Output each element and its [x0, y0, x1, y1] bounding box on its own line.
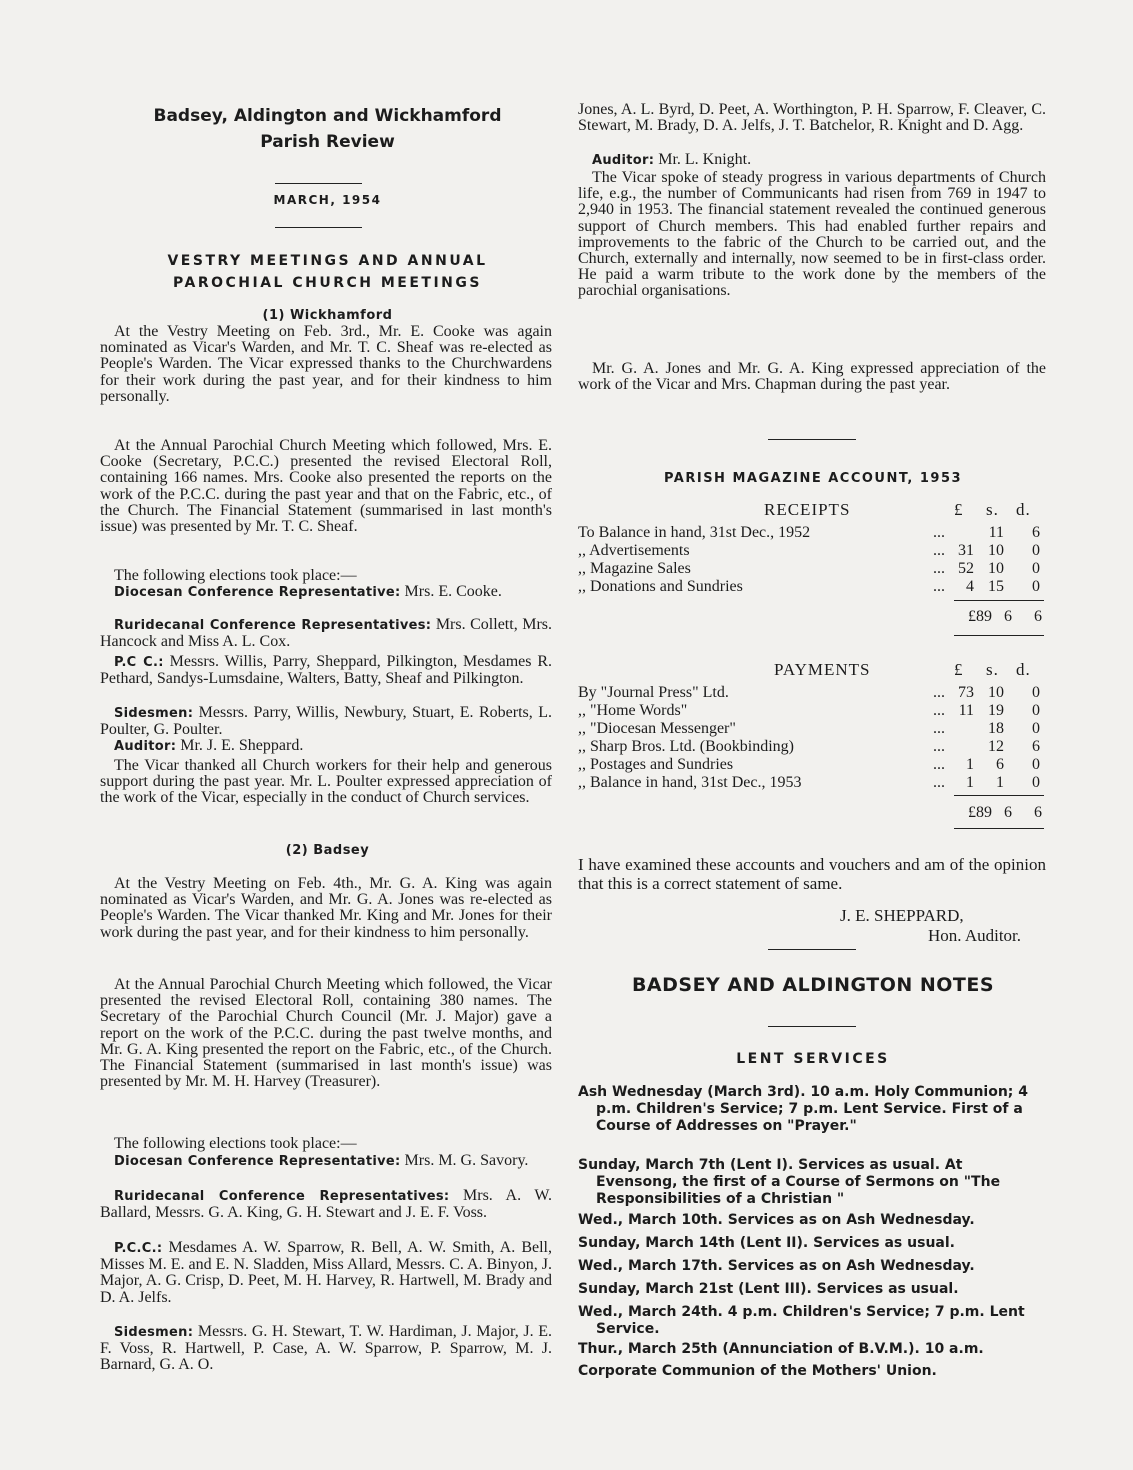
receipt-shillings: 11 — [988, 524, 1004, 541]
vestry-heading-line-2: PAROCHIAL CHURCH MEETINGS — [173, 275, 482, 291]
receipt-pounds: 52 — [958, 560, 974, 577]
payment-row — [578, 774, 1048, 792]
badsey-pcc — [100, 1240, 552, 1306]
ruridecanal-value: Mrs. A. W. Ballard, Messrs. G. A. King, G. H. Stewart and J. E. F. Voss. — [100, 1187, 552, 1222]
payments-total-shillings: 6 — [1004, 804, 1012, 821]
auditor-label: Auditor: — [114, 739, 177, 754]
wickhamford-sidesmen — [100, 705, 552, 738]
page-title — [100, 103, 555, 155]
receipt-shillings: 10 — [988, 542, 1004, 559]
wickhamford-subheading: (1) Wickhamford — [262, 308, 393, 323]
wickhamford-auditor — [100, 738, 552, 755]
pcc-value: Mesdames A. W. Sparrow, R. Bell, A. W. Smith, A. Bell, Misses M. E. and E. N. Sladden, Miss Allard, Messrs. C. A. Binyon, J. Major, A. G. Crisp, D. Peet, M. H. Harvey, R. Hartwell, M. Brady and D. A. Jelfs. — [100, 1239, 553, 1306]
leader-dots: ... — [933, 702, 945, 719]
diocesan-value: Mrs. E. Cooke. — [404, 583, 502, 600]
payment-pence: 6 — [1032, 738, 1040, 755]
account-table — [578, 500, 1048, 830]
payment-pence: 0 — [1032, 702, 1040, 719]
payment-label: By "Journal Press" Ltd. — [578, 684, 729, 701]
receipt-label: ,, Donations and Sundries — [578, 578, 743, 595]
auditor-value: Mr. L. Knight. — [658, 151, 752, 168]
shillings-header: s. — [986, 500, 999, 519]
lent-service-item: Thur., March 25th (Annunciation of B.V.M.). 10 a.m. Corporate Communion of the Mothers' Union. — [578, 1341, 984, 1379]
badsey-diocesan — [100, 1153, 552, 1170]
shillings-header: s. — [986, 660, 999, 679]
receipt-row — [578, 542, 1048, 560]
pence-header: d. — [1016, 660, 1031, 679]
payment-pence: 0 — [1032, 720, 1040, 737]
wickhamford-diocesan — [100, 584, 552, 601]
lent-service-item: Sunday, March 14th (Lent II). Services as usual. — [578, 1235, 955, 1251]
receipt-pence: 6 — [1032, 524, 1040, 541]
leader-dots: ... — [933, 542, 945, 559]
payment-shillings: 1 — [996, 774, 1004, 791]
payment-row — [578, 756, 1048, 774]
receipt-shillings: 15 — [988, 578, 1004, 595]
total-rule — [954, 600, 1044, 601]
ruridecanal-label: Ruridecanal Conference Representatives: — [114, 618, 432, 633]
lent-service-item: Wed., March 10th. Services as on Ash Wednesday. — [578, 1212, 975, 1228]
badsey-ruridecanal — [100, 1188, 552, 1221]
sidesmen-continued-value: Jones, A. L. Byrd, D. Peet, A. Worthington, P. H. Sparrow, F. Cleaver, C. Stewart, M. Brady, D. A. Jelfs, J. T. Batchelor, R. Knight and D. Agg. — [578, 101, 1046, 135]
payment-label: ,, Balance in hand, 31st Dec., 1953 — [578, 774, 802, 791]
receipt-pence: 0 — [1032, 542, 1040, 559]
payment-pounds: 1 — [966, 774, 974, 791]
payment-pounds: 11 — [958, 702, 974, 719]
badsey-vestry-paragraph: At the Vestry Meeting on Feb. 4th., Mr. G. A. King was again nominated as Vicar's Warden, and Mr. G. A. Jones was re-elected as People's Warden. The Vicar thanked Mr. King and Mr. Jones for their work during the past year, and for their kindness to him personally. — [100, 875, 552, 941]
auditor-statement: I have examined these accounts and vouchers and am of the opinion that this is a correct statement of same. — [578, 855, 1046, 893]
diocesan-label: Diocesan Conference Representative: — [114, 585, 401, 600]
sidesmen-value: Messrs. G. H. Stewart, T. W. Hardiman, J. Major, J. E. F. Voss, R. Hartwell, P. Case, A. W. Sparrow, P. Sparrow, M. J. Barnard, G. A. O. — [100, 1324, 552, 1374]
payment-label: ,, Postages and Sundries — [578, 756, 734, 773]
payment-label: ,, Sharp Bros. Ltd. (Bookbinding) — [578, 738, 794, 755]
title-line-1: Badsey, Aldington and Wickhamford — [153, 106, 502, 126]
issue-date: MARCH, 1954 — [273, 193, 382, 207]
badsey-auditor — [578, 152, 1046, 169]
payment-row — [578, 684, 1048, 702]
divider — [275, 183, 362, 184]
auditor-signature-title: Hon. Auditor. — [928, 926, 1022, 945]
receipt-pence: 0 — [1032, 578, 1040, 595]
total-rule — [954, 828, 1044, 829]
divider — [275, 227, 362, 228]
payment-pence: 0 — [1032, 684, 1040, 701]
payments-total-pence: 6 — [1034, 804, 1042, 821]
ruridecanal-value: Mrs. Collett, Mrs. Hancock and Miss A. L. Cox. — [100, 616, 553, 651]
wickhamford-thanks-paragraph: The Vicar thanked all Church workers for their help and generous support during the past year. Mr. L. Poulter expressed appreciation of the work of the Vicar, especially in the conduct of Church services. — [100, 757, 552, 807]
lent-service-item: Ash Wednesday (March 3rd). 10 a.m. Holy Communion; 4 p.m. Children's Service; 7 p.m. Lent Service. First of a Course of Addresses on "Prayer." — [578, 1084, 1029, 1134]
badsey-sidesmen — [100, 1324, 552, 1374]
vestry-heading-line-1: VESTRY MEETINGS AND ANNUAL — [167, 253, 488, 269]
payments-heading: PAYMENTS — [774, 660, 871, 679]
wickhamford-pcc — [100, 654, 552, 687]
badsey-progress-paragraph: The Vicar spoke of steady progress in various departments of Church life, e.g., the number of Communicants had risen from 769 in 1947 to 2,940 in 1953. The financial statement revealed the continued generous support of Church members. This had enabled further repairs and improvements to the fabric of the Church to be carried out, and the Church, externally and internally, now seemed to be in first-class order. He paid a warm tribute to the work done by the members of the parochial organisations. — [578, 169, 1046, 300]
payment-row — [578, 738, 1048, 756]
receipt-label: ,, Advertisements — [578, 542, 690, 559]
wickhamford-ruridecanal — [100, 617, 552, 650]
badsey-sidesmen-continued — [578, 102, 1046, 134]
payment-shillings: 19 — [988, 702, 1004, 719]
account-heading: PARISH MAGAZINE ACCOUNT, 1953 — [663, 471, 963, 486]
sidesmen-label: Sidesmen: — [114, 1325, 194, 1340]
payment-shillings: 12 — [988, 738, 1004, 755]
ruridecanal-label: Ruridecanal Conference Representatives: — [114, 1189, 450, 1204]
divider — [768, 439, 856, 440]
receipt-row — [578, 578, 1048, 596]
receipt-pounds: 31 — [958, 542, 974, 559]
badsey-apcm-paragraph: At the Annual Parochial Church Meeting which followed, the Vicar presented the revised Electoral Roll, containing 380 names. The Secretary of the Parochial Church Council (Mr. J. Major) gave a report on the work of the P.C.C. during the past twelve months, and Mr. G. A. King presented the report on the Fabric, etc., of the Church. The Financial Statement (summarised in last month's issue) was presented by Mr. M. H. Harvey (Treasurer). — [100, 976, 552, 1091]
leader-dots: ... — [933, 774, 945, 791]
auditor-label: Auditor: — [592, 153, 655, 168]
leader-dots: ... — [933, 720, 945, 737]
receipt-row — [578, 560, 1048, 578]
payment-pounds: 1 — [966, 756, 974, 773]
pcc-label: P.C C.: — [114, 655, 164, 670]
pcc-label: P.C.C.: — [114, 1241, 163, 1256]
receipt-label: ,, Magazine Sales — [578, 560, 691, 577]
pounds-header: £ — [954, 500, 964, 519]
wickhamford-vestry-paragraph: At the Vestry Meeting on Feb. 3rd., Mr. E. Cooke was again nominated as Vicar's Warden, and Mr. T. C. Sheaf was re-elected as People's Warden. The Vicar expressed thanks to the Churchwardens for their work during the past year, and for their kindness to him personally. — [100, 323, 552, 405]
payment-label: ,, "Home Words" — [578, 702, 688, 719]
receipt-shillings: 10 — [988, 560, 1004, 577]
auditor-value: Mr. J. E. Sheppard. — [180, 737, 304, 754]
receipt-pence: 0 — [1032, 560, 1040, 577]
divider — [768, 1026, 856, 1027]
lent-services-heading: LENT SERVICES — [736, 1051, 890, 1067]
auditor-signature-name: J. E. SHEPPARD, — [840, 906, 964, 925]
payment-row — [578, 720, 1048, 738]
pounds-header: £ — [954, 660, 964, 679]
vestry-heading — [100, 250, 555, 294]
wickhamford-apcm-paragraph: At the Annual Parochial Church Meeting which followed, Mrs. E. Cooke (Secretary, P.C.C.) presented the revised Electoral Roll, containing 166 names. Mrs. Cooke also presented the reports on the work of the P.C.C. during the past year and that on the Fabric, etc., of the Church. The Financial Statement (summarised in last month's issue) was presented by Mr. T. C. Sheaf. — [100, 437, 552, 536]
payment-shillings: 10 — [988, 684, 1004, 701]
pcc-value: Messrs. Willis, Parry, Sheppard, Pilkington, Mesdames R. Pethard, Sandys-Lumsdaine, Walters, Batty, Sheaf and Pilkington. — [100, 653, 552, 688]
lent-services-list — [578, 1084, 1048, 1394]
receipts-heading: RECEIPTS — [764, 500, 851, 519]
badsey-appreciation-paragraph: Mr. G. A. Jones and Mr. G. A. King expressed appreciation of the work of the Vicar and Mrs. Chapman during the past year. — [578, 360, 1046, 394]
lent-service-item: Wed., March 24th. 4 p.m. Children's Service; 7 p.m. Lent Service. — [578, 1304, 1025, 1337]
notes-heading: BADSEY AND ALDINGTON NOTES — [631, 974, 995, 996]
leader-dots: ... — [933, 524, 945, 541]
badsey-subheading: (2) Badsey — [285, 843, 370, 858]
sidesmen-value: Messrs. Parry, Willis, Newbury, Stuart, E. Roberts, L. Poulter, G. Poulter. — [100, 704, 552, 739]
payment-pounds: 73 — [958, 684, 974, 701]
divider — [768, 949, 856, 950]
diocesan-label: Diocesan Conference Representative: — [114, 1154, 401, 1169]
leader-dots: ... — [933, 684, 945, 701]
leader-dots: ... — [933, 578, 945, 595]
total-rule — [954, 795, 1044, 796]
leader-dots: ... — [933, 560, 945, 577]
leader-dots: ... — [933, 756, 945, 773]
total-rule — [954, 635, 1044, 636]
receipts-total-pence: 6 — [1034, 608, 1042, 625]
payment-pence: 0 — [1032, 756, 1040, 773]
receipt-label: To Balance in hand, 31st Dec., 1952 — [578, 524, 811, 541]
lent-service-item: Sunday, March 21st (Lent III). Services as usual. — [578, 1281, 959, 1297]
payment-shillings: 18 — [988, 720, 1004, 737]
receipt-row — [578, 524, 1048, 542]
receipts-total-pounds: £89 — [968, 608, 992, 625]
payment-shillings: 6 — [996, 756, 1004, 773]
pence-header: d. — [1016, 500, 1031, 519]
leader-dots: ... — [933, 738, 945, 755]
payments-total-pounds: £89 — [968, 804, 992, 821]
payment-label: ,, "Diocesan Messenger" — [578, 720, 736, 737]
wickhamford-elections-intro: The following elections took place:— — [114, 567, 357, 584]
lent-service-item: Wed., March 17th. Services as on Ash Wednesday. — [578, 1258, 975, 1274]
payment-row — [578, 702, 1048, 720]
badsey-elections-intro: The following elections took place:— — [114, 1135, 357, 1152]
receipts-total-shillings: 6 — [1004, 608, 1012, 625]
title-line-2: Parish Review — [260, 132, 395, 152]
sidesmen-label: Sidesmen: — [114, 706, 194, 721]
receipt-pounds: 4 — [966, 578, 974, 595]
lent-service-item: Sunday, March 7th (Lent I). Services as usual. At Evensong, the first of a Course of Sermons on "The Responsibilities of a Christian " — [578, 1157, 1001, 1207]
payment-pence: 0 — [1032, 774, 1040, 791]
diocesan-value: Mrs. M. G. Savory. — [404, 1152, 529, 1169]
